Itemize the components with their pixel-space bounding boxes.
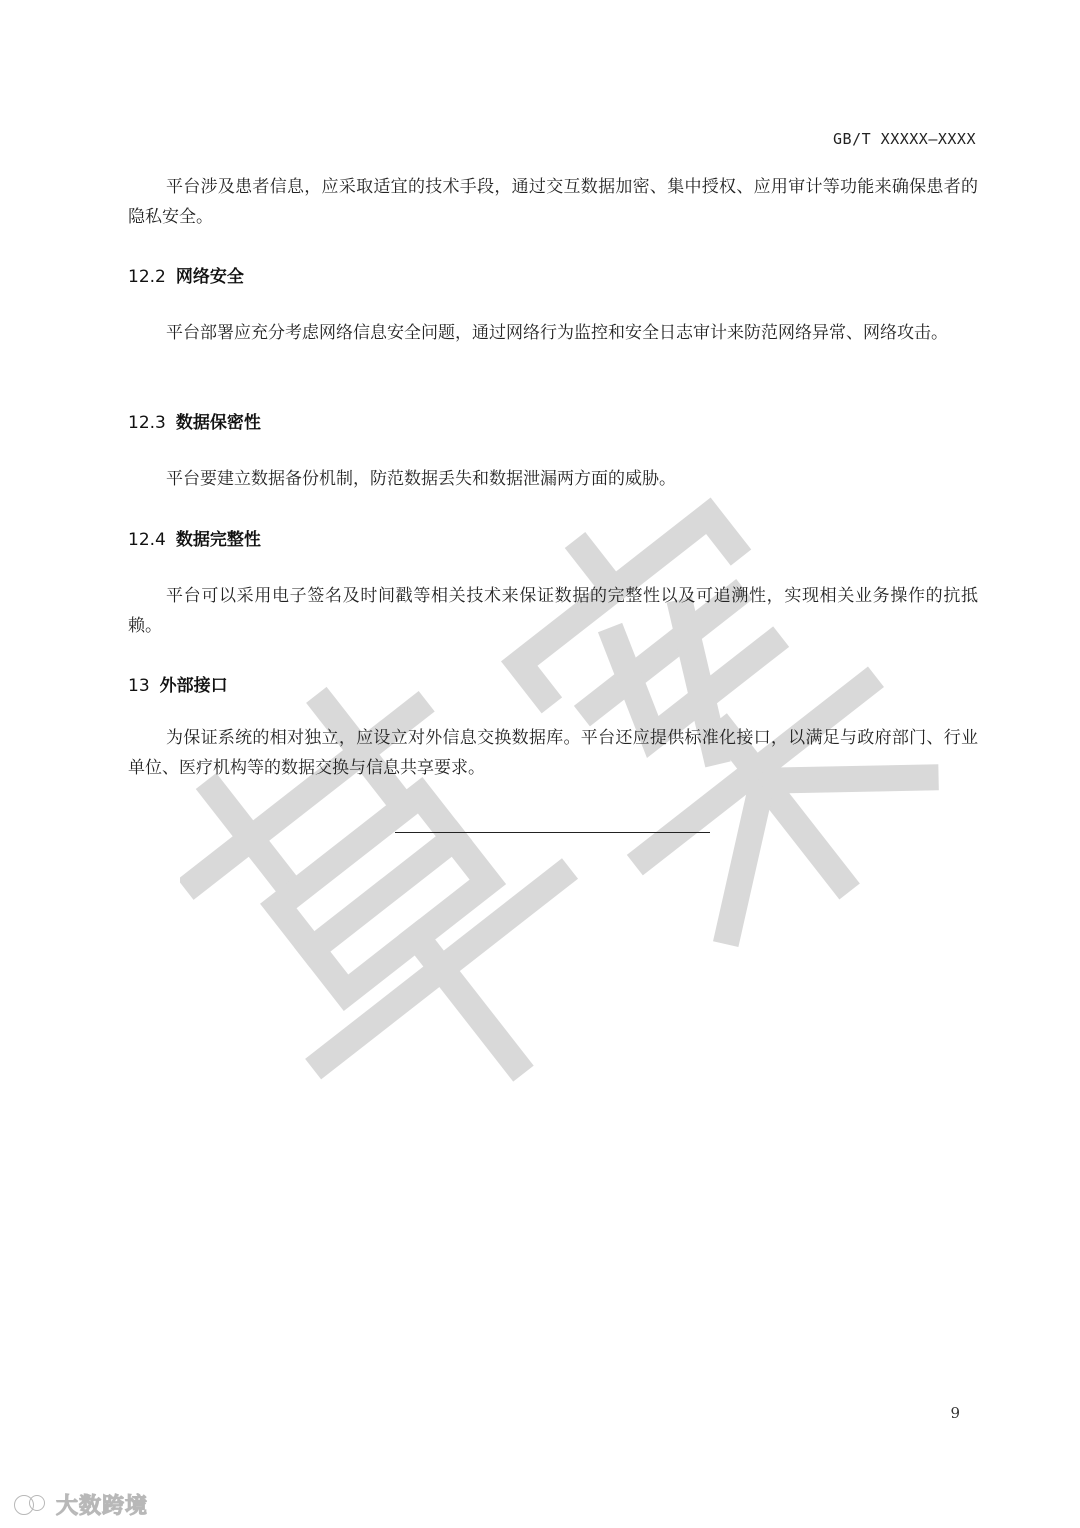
- end-of-document-rule: [395, 832, 710, 833]
- section-12-2-paragraph: 平台部署应充分考虑网络信息安全问题，通过网络行为监控和安全日志审计来防范网络异常、网络攻击。: [166, 323, 948, 343]
- draft-watermark: [180, 470, 940, 1130]
- section-title: 数据保密性: [175, 413, 261, 433]
- section-heading-12-2: [128, 262, 244, 287]
- brand-name: 大数跨境: [56, 1494, 149, 1519]
- intro-paragraph: 平台涉及患者信息，应采取适宜的技术手段，通过交互数据加密、集中授权、应用审计等功能来确保患者的隐私安全。: [128, 177, 978, 227]
- section-title: 外部接口: [159, 676, 228, 696]
- section-title: 网络安全: [175, 267, 244, 287]
- section-number: 12.3: [128, 413, 166, 433]
- section-heading-12-3: [128, 408, 261, 433]
- document-code: GB/T XXXXX—XXXX: [833, 130, 976, 148]
- section-heading-12-4: [128, 525, 261, 550]
- page-number: 9: [950, 1404, 960, 1422]
- section-12-3-paragraph: 平台要建立数据备份机制，防范数据丢失和数据泄漏两方面的威胁。: [166, 469, 676, 489]
- section-13-paragraph: 为保证系统的相对独立，应设立对外信息交换数据库。平台还应提供标准化接口，以满足与政府部门、行业单位、医疗机构等的数据交换与信息共享要求。: [128, 728, 978, 778]
- section-number: 12.4: [128, 530, 166, 550]
- section-number: 13: [128, 676, 150, 696]
- section-title: 数据完整性: [175, 530, 261, 550]
- section-heading-13: [128, 671, 228, 696]
- section-number: 12.2: [128, 267, 166, 287]
- brand-logo-icon: [12, 1492, 50, 1518]
- brand-mark: [12, 1489, 148, 1520]
- section-12-4-paragraph: 平台可以采用电子签名及时间戳等相关技术来保证数据的完整性以及可追溯性，实现相关业务操作的抗抵赖。: [128, 586, 978, 636]
